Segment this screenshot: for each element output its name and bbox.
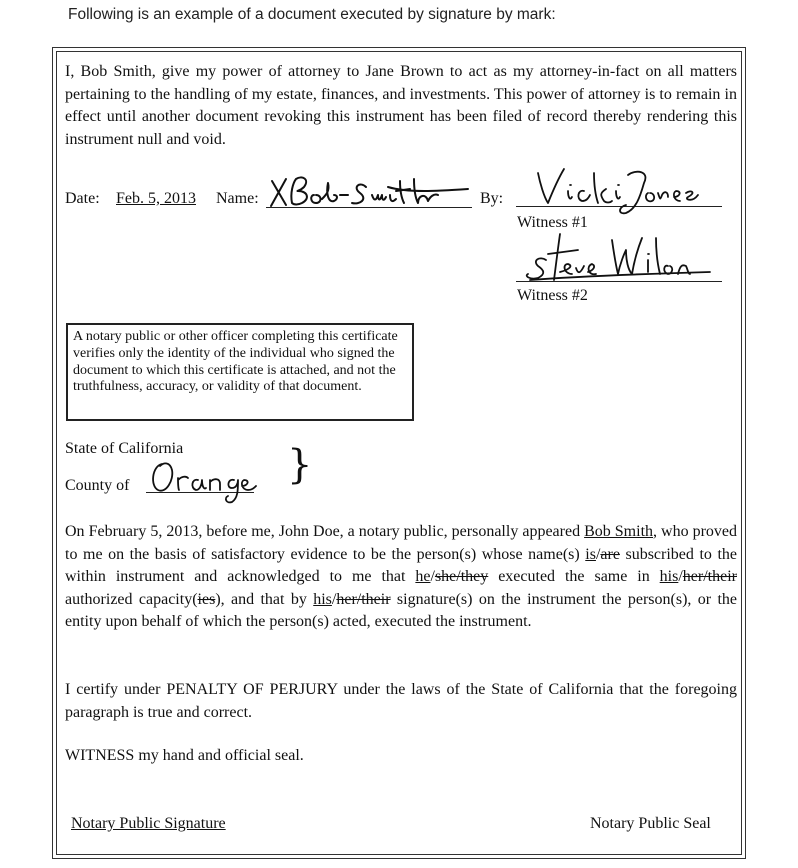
state-line: State of California — [65, 440, 184, 457]
witness2-label: Witness #2 — [517, 287, 588, 304]
by-label: By: — [480, 190, 504, 207]
her-their-struck-2: her/their — [336, 590, 391, 608]
county-handwritten — [148, 456, 258, 506]
witness1-label: Witness #1 — [517, 214, 588, 231]
she-they-struck: she/they — [434, 568, 489, 585]
notary-notice-box: A notary public or other officer completing this certificate verifies only the identity of the individual who signed the document to which this certificate is attached, and not the truthfulness, accuracy, or validity of that document. — [66, 323, 414, 421]
name-label: Name: — [216, 190, 259, 207]
appeared-name: Bob Smith — [584, 523, 654, 540]
his-option-1: his — [659, 568, 679, 585]
witness-line: WITNESS my hand and official seal. — [65, 747, 304, 764]
name-signature — [268, 173, 474, 213]
acknowledgment-paragraph: On February 5, 2013, before me, John Doe, a notary public, personally appeared Bob Smith, who proved to me on the basis of satisfactory evidence to be the person(s) whose name(s) is/are subscribed to the within instrument and acknowledged to me that he/she/they executed the same in his/her/their authorized capacity(ies), and that by his/her/their signature(s) on the instrument the person(s), or the entity upon behalf of which the person(s) acted, executed the instrument. — [65, 523, 738, 630]
witness1-signature — [532, 163, 702, 219]
date-value: Feb. 5, 2013 — [116, 190, 196, 207]
his-option-2: his — [313, 590, 332, 608]
intro-text: Following is an example of a document executed by signature by mark: — [68, 6, 556, 23]
county-label: County of — [65, 477, 130, 494]
ies-struck: ies — [197, 590, 216, 608]
date-label: Date: — [65, 190, 100, 207]
are-option-struck: are — [600, 545, 620, 563]
he-option: he — [415, 568, 431, 585]
is-option: is — [585, 545, 596, 563]
county-brace: } — [287, 442, 313, 488]
her-their-struck-1: her/their — [682, 568, 737, 585]
power-of-attorney-paragraph: I, Bob Smith, give my power of attorney to Jane Brown to act as my attorney-in-fact on all matters pertaining to the handling of my estate, finances, and investments. This power of attorney is to remain in effect until another document revoking this instrument has been filed of record thereby rendering this instrument null and void. — [65, 63, 737, 148]
witness2-signature — [520, 230, 720, 288]
notary-signature-label: Notary Public Signature — [71, 815, 226, 832]
certify-paragraph: I certify under PENALTY OF PERJURY under the laws of the State of California that the foregoing paragraph is true and correct. — [65, 681, 737, 721]
notary-seal-label: Notary Public Seal — [590, 815, 711, 832]
